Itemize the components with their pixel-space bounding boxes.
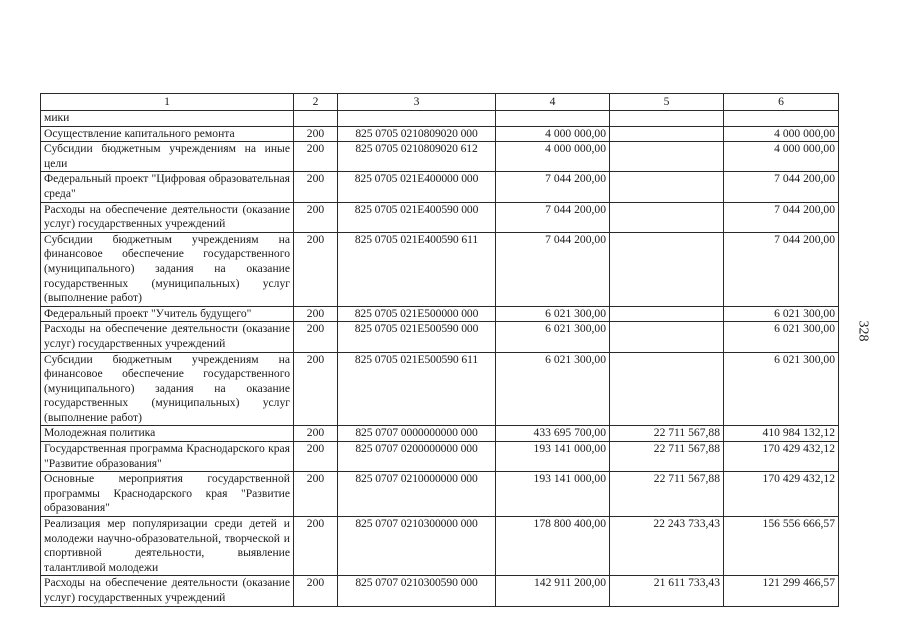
table-row <box>41 517 839 576</box>
row-col6: 170 429 432,12 <box>724 442 839 472</box>
row-name: Расходы на обеспечение деятельности (оказание услуг) государственных учреждений <box>41 202 294 232</box>
row-col4: 7 044 200,00 <box>496 232 610 306</box>
header-col-5: 5 <box>610 94 724 111</box>
row-col6: 7 044 200,00 <box>724 202 839 232</box>
row-col5 <box>610 111 724 127</box>
row-kbk: 825 0705 0210809020 612 <box>338 142 496 172</box>
table-row <box>41 442 839 472</box>
table-body <box>41 111 839 607</box>
row-name: Субсидии бюджетным учреждениям на иные цели <box>41 142 294 172</box>
row-col4: 4 000 000,00 <box>496 142 610 172</box>
table-header <box>41 94 839 111</box>
row-kbk: 825 0707 0210000000 000 <box>338 472 496 517</box>
row-code: 200 <box>294 202 338 232</box>
row-col5: 22 711 567,88 <box>610 472 724 517</box>
row-col5 <box>610 142 724 172</box>
row-name: Основные мероприятия государственной программы Краснодарского края "Развитие образования" <box>41 472 294 517</box>
row-code: 200 <box>294 306 338 322</box>
header-row <box>41 94 839 111</box>
row-code <box>294 111 338 127</box>
row-code: 200 <box>294 232 338 306</box>
table-row <box>41 232 839 306</box>
row-name: Федеральный проект "Учитель будущего" <box>41 306 294 322</box>
row-col6: 410 984 132,12 <box>724 426 839 442</box>
row-col4: 193 141 000,00 <box>496 442 610 472</box>
row-code: 200 <box>294 322 338 352</box>
page-number: 328 <box>855 320 871 342</box>
row-code: 200 <box>294 442 338 472</box>
row-kbk: 825 0707 0200000000 000 <box>338 442 496 472</box>
row-code: 200 <box>294 472 338 517</box>
row-col6: 4 000 000,00 <box>724 142 839 172</box>
row-kbk: 825 0705 021E400590 611 <box>338 232 496 306</box>
row-col6: 7 044 200,00 <box>724 232 839 306</box>
row-name: мики <box>41 111 294 127</box>
row-code: 200 <box>294 172 338 202</box>
row-col5 <box>610 352 724 426</box>
table-row <box>41 142 839 172</box>
row-col5 <box>610 306 724 322</box>
row-col4: 142 911 200,00 <box>496 576 610 606</box>
table-row <box>41 126 839 142</box>
row-name: Государственная программа Краснодарского края "Развитие образования" <box>41 442 294 472</box>
row-col4 <box>496 111 610 127</box>
row-col4: 7 044 200,00 <box>496 202 610 232</box>
row-kbk: 825 0705 021E500590 000 <box>338 322 496 352</box>
table-row <box>41 576 839 606</box>
table-row <box>41 322 839 352</box>
table-row <box>41 426 839 442</box>
row-col6: 121 299 466,57 <box>724 576 839 606</box>
row-kbk <box>338 111 496 127</box>
row-name: Расходы на обеспечение деятельности (оказание услуг) государственных учреждений <box>41 322 294 352</box>
header-col-4: 4 <box>496 94 610 111</box>
row-kbk: 825 0705 021E500000 000 <box>338 306 496 322</box>
row-kbk: 825 0705 021E400590 000 <box>338 202 496 232</box>
row-code: 200 <box>294 142 338 172</box>
row-name: Осуществление капитального ремонта <box>41 126 294 142</box>
row-code: 200 <box>294 576 338 606</box>
row-col6: 6 021 300,00 <box>724 322 839 352</box>
table-row <box>41 306 839 322</box>
row-col5: 22 243 733,43 <box>610 517 724 576</box>
row-col5: 21 611 733,43 <box>610 576 724 606</box>
row-col5 <box>610 126 724 142</box>
header-col-2: 2 <box>294 94 338 111</box>
row-col6: 156 556 666,57 <box>724 517 839 576</box>
row-kbk: 825 0707 0000000000 000 <box>338 426 496 442</box>
row-kbk: 825 0705 0210809020 000 <box>338 126 496 142</box>
row-kbk: 825 0707 0210300590 000 <box>338 576 496 606</box>
header-col-3: 3 <box>338 94 496 111</box>
table-row <box>41 202 839 232</box>
row-col5 <box>610 322 724 352</box>
table-row <box>41 172 839 202</box>
row-col4: 433 695 700,00 <box>496 426 610 442</box>
row-col4: 193 141 000,00 <box>496 472 610 517</box>
row-col6: 7 044 200,00 <box>724 172 839 202</box>
row-col4: 6 021 300,00 <box>496 306 610 322</box>
row-col6 <box>724 111 839 127</box>
row-code: 200 <box>294 352 338 426</box>
budget-table <box>40 93 839 607</box>
row-col5: 22 711 567,88 <box>610 426 724 442</box>
row-code: 200 <box>294 126 338 142</box>
row-col6: 4 000 000,00 <box>724 126 839 142</box>
row-col5: 22 711 567,88 <box>610 442 724 472</box>
row-col6: 6 021 300,00 <box>724 352 839 426</box>
header-col-1: 1 <box>41 94 294 111</box>
row-kbk: 825 0707 0210300000 000 <box>338 517 496 576</box>
row-kbk: 825 0705 021E500590 611 <box>338 352 496 426</box>
row-col5 <box>610 232 724 306</box>
table-row <box>41 472 839 517</box>
row-col4: 178 800 400,00 <box>496 517 610 576</box>
row-name: Субсидии бюджетным учреждениям на финансовое обеспечение государственного (муниципального) задания на оказание государственных (муниципальных) услуг (выполнение работ) <box>41 232 294 306</box>
row-name: Молодежная политика <box>41 426 294 442</box>
row-kbk: 825 0705 021E400000 000 <box>338 172 496 202</box>
row-col6: 6 021 300,00 <box>724 306 839 322</box>
row-name: Расходы на обеспечение деятельности (оказание услуг) государственных учреждений <box>41 576 294 606</box>
row-col6: 170 429 432,12 <box>724 472 839 517</box>
row-col4: 6 021 300,00 <box>496 352 610 426</box>
row-name: Субсидии бюджетным учреждениям на финансовое обеспечение государственного (муниципального) задания на оказание государственных (муниципальных) услуг (выполнение работ) <box>41 352 294 426</box>
row-name: Реализация мер популяризации среди детей и молодежи научно-образовательной, творческой и спортивной деятельности, выявление талантливой молодежи <box>41 517 294 576</box>
row-col4: 6 021 300,00 <box>496 322 610 352</box>
row-col5 <box>610 202 724 232</box>
row-col4: 4 000 000,00 <box>496 126 610 142</box>
row-col4: 7 044 200,00 <box>496 172 610 202</box>
header-col-6: 6 <box>724 94 839 111</box>
row-code: 200 <box>294 426 338 442</box>
table-row <box>41 352 839 426</box>
row-col5 <box>610 172 724 202</box>
row-name: Федеральный проект "Цифровая образовательная среда" <box>41 172 294 202</box>
table-row <box>41 111 839 127</box>
row-code: 200 <box>294 517 338 576</box>
